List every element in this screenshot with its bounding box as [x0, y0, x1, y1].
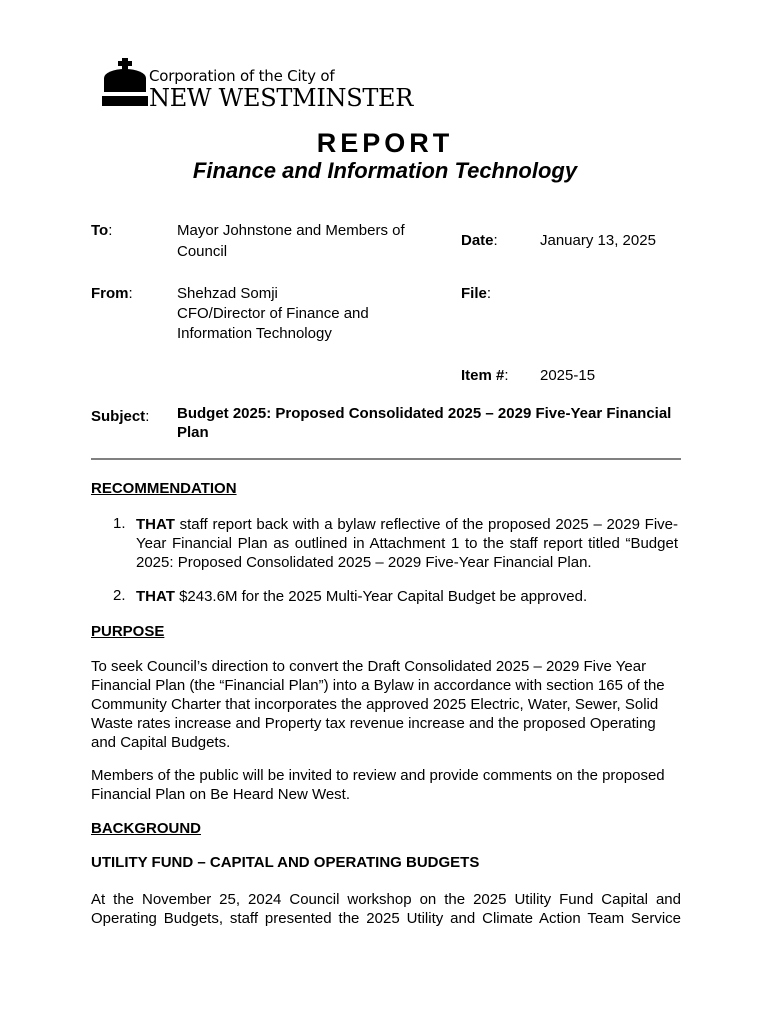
purpose-paragraph-1-line4: Waste rates increase and Property tax revenue increase and the proposed Operating — [91, 715, 656, 732]
purpose-paragraph-1-line3: Community Charter that incorporates the approved 2025 Electric, Water, Sewer, Solid — [91, 696, 659, 713]
to-value-line1: Mayor Johnstone and Members of — [177, 222, 405, 239]
from-value-line2: CFO/Director of Finance and — [177, 305, 369, 322]
header-divider — [91, 458, 681, 460]
recommendation-1-line1: THAT staff report back with a bylaw reflective of the proposed 2025 – 2029 Five- — [136, 516, 678, 533]
recommendation-2-number: 2. — [113, 587, 126, 604]
purpose-paragraph-2-line2: Financial Plan on Be Heard New West. — [91, 786, 351, 803]
purpose-paragraph-1-line5: and Capital Budgets. — [91, 734, 231, 751]
background-paragraph-line2: Operating Budgets, staff presented the 2025 Utility and Climate Action Team Service — [91, 910, 681, 927]
city-logo — [102, 58, 414, 114]
from-value-line1: Shehzad Somji — [177, 285, 278, 302]
subject-value-line1: Budget 2025: Proposed Consolidated 2025 – 2029 Five-Year Financial — [177, 405, 672, 422]
background-heading: BACKGROUND — [91, 820, 201, 837]
recommendation-1-number: 1. — [113, 515, 126, 532]
logo-text-city: NEW WESTMINSTER — [149, 84, 414, 112]
purpose-paragraph-1-line2: Financial Plan (the “Financial Plan”) into a Bylaw in accordance with section 165 of the — [91, 677, 665, 694]
item-value: 2025-15 — [540, 367, 596, 384]
utility-fund-subheading: UTILITY FUND – CAPITAL AND OPERATING BUDGETS — [91, 854, 480, 871]
recommendation-1-line3: 2025: Proposed Consolidated 2025 – 2029 Five-Year Financial Plan. — [136, 554, 592, 571]
purpose-paragraph-1-line1: To seek Council’s direction to convert the Draft Consolidated 2025 – 2029 Five Year — [91, 658, 647, 675]
department-title: Finance and Information Technology — [192, 158, 578, 183]
subject-label: Subject: — [91, 408, 150, 425]
purpose-paragraph-2-line1: Members of the public will be invited to review and provide comments on the proposed — [91, 767, 665, 784]
from-value-line3: Information Technology — [177, 325, 332, 342]
item-label: Item #: — [461, 367, 509, 384]
background-paragraph-line1: At the November 25, 2024 Council workshop on the 2025 Utility Fund Capital and — [91, 891, 681, 908]
report-title: REPORT — [316, 128, 454, 158]
date-value: January 13, 2025 — [540, 232, 656, 249]
recommendation-1-line2: Year Financial Plan as outlined in Attachment 1 to the staff report titled “Budget — [136, 535, 678, 552]
logo-text-corporation: Corporation of the City of — [149, 67, 335, 85]
from-label: From: — [91, 285, 133, 302]
recommendation-heading: RECOMMENDATION — [91, 480, 237, 497]
purpose-heading: PURPOSE — [91, 623, 165, 640]
crown-icon — [102, 58, 148, 110]
date-label: Date: — [461, 232, 498, 249]
to-value-line2: Council — [177, 243, 228, 260]
recommendation-2-line1: THAT $243.6M for the 2025 Multi-Year Capital Budget be approved. — [136, 588, 588, 605]
subject-value-line2: Plan — [177, 424, 209, 441]
to-label: To: — [91, 222, 113, 239]
file-label: File: — [461, 285, 492, 302]
